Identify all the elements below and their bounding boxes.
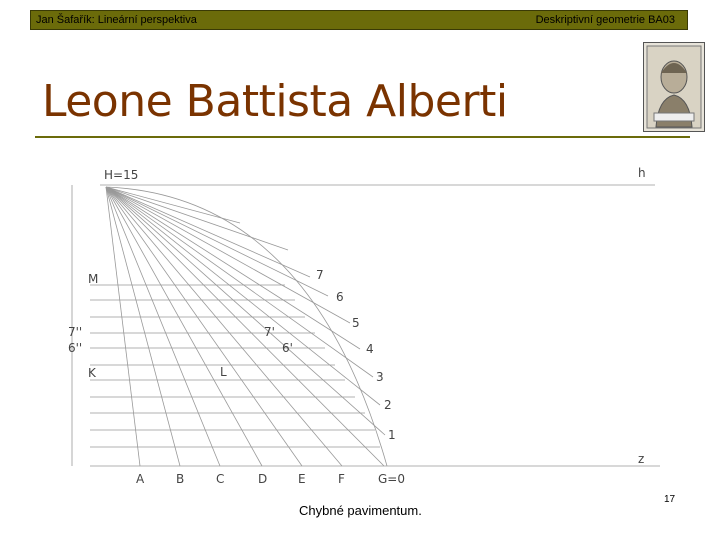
label-3: 3 xyxy=(376,370,384,384)
page-title: Leone Battista Alberti xyxy=(42,76,508,127)
label-f: F xyxy=(338,472,345,486)
label-a: A xyxy=(136,472,145,486)
page-number: 17 xyxy=(664,494,676,505)
title-divider xyxy=(35,136,690,138)
label-d: D xyxy=(258,472,268,486)
header-bar xyxy=(30,10,688,30)
header-author-course: Jan Šafařík: Lineární perspektiva xyxy=(36,14,197,26)
label-h15: H=15 xyxy=(104,168,139,182)
label-six-prime: 6' xyxy=(282,341,293,355)
label-l: L xyxy=(220,365,227,379)
label-e: E xyxy=(298,472,306,486)
label-c: C xyxy=(216,472,225,486)
label-4: 4 xyxy=(366,342,374,356)
label-seven-double-prime: 7'' xyxy=(68,325,83,339)
label-b: B xyxy=(176,472,185,486)
label-z: z xyxy=(638,452,645,466)
label-m: M xyxy=(88,272,99,286)
perspective-diagram xyxy=(60,155,680,495)
alberti-portrait xyxy=(643,42,705,132)
label-h: h xyxy=(638,166,646,180)
label-7: 7 xyxy=(316,268,324,282)
label-g0: G=0 xyxy=(378,472,405,486)
label-1: 1 xyxy=(388,428,396,442)
label-6: 6 xyxy=(336,290,344,304)
label-k: K xyxy=(88,366,96,380)
label-2: 2 xyxy=(384,398,392,412)
label-six-double-prime: 6'' xyxy=(68,341,83,355)
figure-caption: Chybné pavimentum. xyxy=(299,503,422,518)
header-course-code: Deskriptivní geometrie BA03 xyxy=(535,14,675,26)
label-5: 5 xyxy=(352,316,360,330)
label-seven-prime: 7' xyxy=(264,325,275,339)
